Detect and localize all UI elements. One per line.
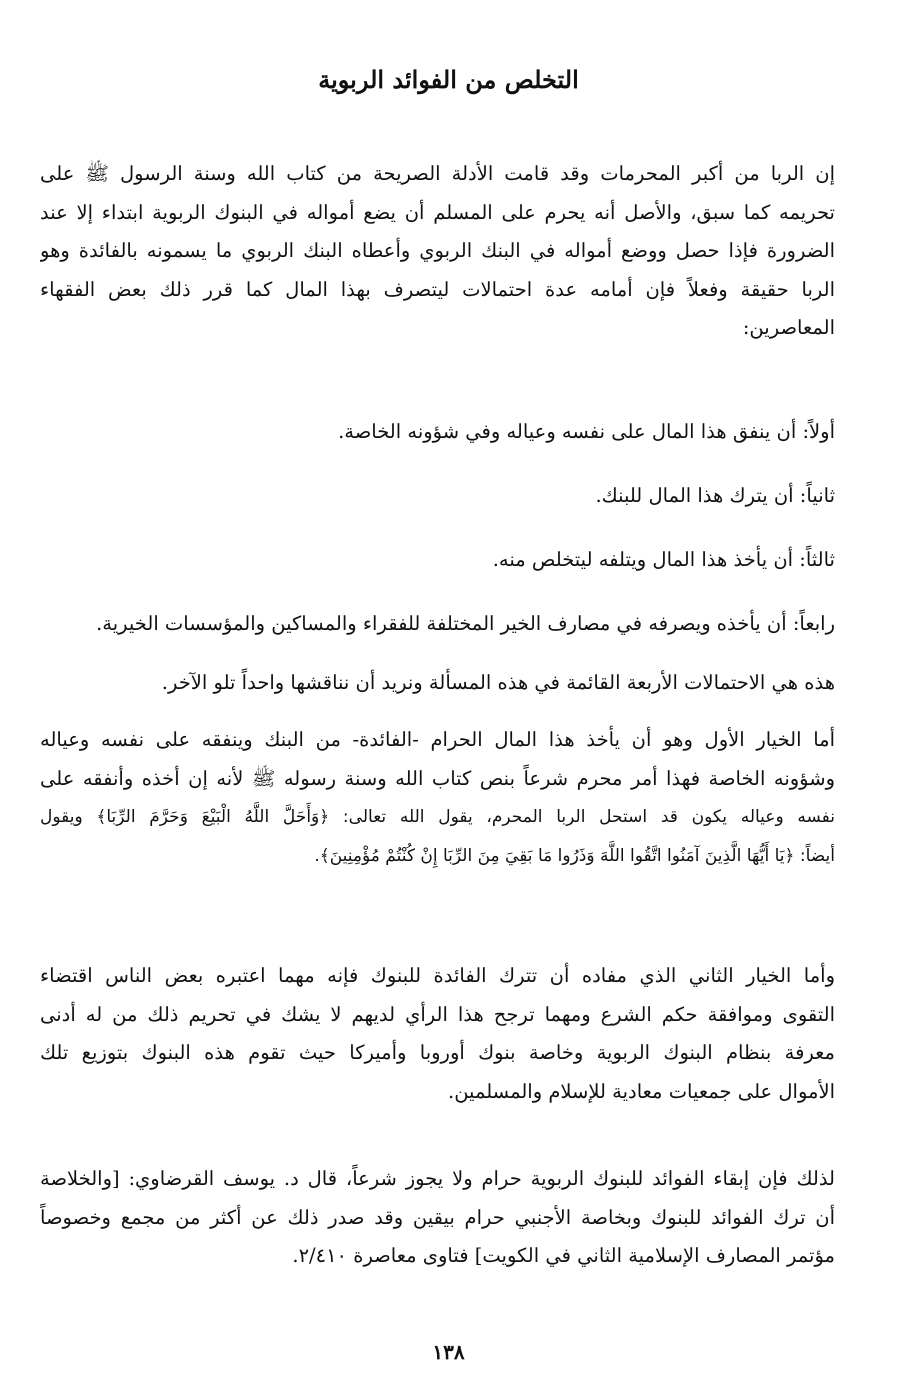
text-line: لذلك فإن إبقاء الفوائد للبنوك الربوية حرام ولا يجوز شرعاً، قال د. يوسف القرضاوي: [والخلاصة xyxy=(40,1167,835,1190)
text-line: ثالثاً: أن يأخذ هذا المال ويتلفه ليتخلص منه. xyxy=(492,548,835,571)
text-line: تحريمه كما سبق، والأصل أنه يحرم على المسلم أن يضع أمواله في البنوك الربوية ابتداء إلا عند xyxy=(40,200,835,224)
quran-verse-line: أيضاً: ﴿يَا أَيُّهَا الَّذِينَ آمَنُوا اتَّقُوا اللَّهَ وَذَرُوا مَا بَقِيَ مِنَ الرِّبَا إِنْ كُنْتُمْ مُؤْمِنِينَ﴾. xyxy=(314,845,835,866)
text-line: رابعاً: أن يأخذه ويصرفه في مصارف الخير المختلفة للفقراء والمساكين والمؤسسات الخيرية. xyxy=(96,612,835,635)
text-line: وشؤونه الخاصة فهذا أمر محرم شرعاً بنص كتاب الله وسنة رسوله ﷺ لأنه إن أخذه وأنفقه على xyxy=(40,766,835,790)
paragraph-options-summary xyxy=(40,664,835,703)
option-first xyxy=(40,413,835,452)
page-title: التخلص من الفوائد الربوية xyxy=(318,65,579,94)
option-second xyxy=(40,477,835,516)
text-line: مؤتمر المصارف الإسلامية الثاني في الكويت] فتاوى معاصرة ٢/٤١٠. xyxy=(292,1244,835,1267)
text-line: أن ترك الفوائد للبنوك وبخاصة الأجنبي حرام بيقين وقد صدر ذلك عن أكثر من مجمع وخصوصاً xyxy=(40,1205,835,1229)
text-line: ثانياً: أن يترك هذا المال للبنك. xyxy=(595,484,835,507)
text-line: الأموال على جمعيات معادية للإسلام والمسلمين. xyxy=(448,1079,835,1103)
text-line: وأما الخيار الثاني الذي مفاده أن تترك الفائدة للبنوك فإنه مهما اعتبره بعض الناس اقتضاء xyxy=(40,964,835,987)
paragraph-intro xyxy=(40,155,835,348)
text-line: أما الخيار الأول وهو أن يأخذ هذا المال الحرام -الفائدة- من البنك وينفقه على نفسه وعياله xyxy=(40,728,835,751)
text-line: هذه هي الاحتمالات الأربعة القائمة في هذه المسألة ونريد أن نناقشها واحداً تلو الآخر. xyxy=(161,671,835,694)
quran-verse-line: نفسه وعياله يكون قد استحل الربا المحرم، يقول الله تعالى: ﴿وَأَحَلَّ اللَّهُ الْبَيْعَ وَحَرَّمَ الرِّبَا﴾ ويقول xyxy=(40,807,835,827)
text-line: أولاً: أن ينفق هذا المال على نفسه وعياله وفي شؤونه الخاصة. xyxy=(338,420,835,443)
text-line: الربا حقيقة وفعلاً فإن أمامه عدة احتمالات ليتصرف بهذا المال كما قرر ذلك بعض الفقهاء xyxy=(40,277,835,301)
paragraph-second-option xyxy=(40,957,835,1111)
text-line: الضرورة فإذا حصل ووضع أمواله في البنك الربوي وأعطاه البنك الربوي ما يسمونه بالفائدة وهو xyxy=(40,239,835,262)
text-line: معرفة بنظام البنوك الربوية وخاصة بنوك أوروبا وأميركا حيث تقوم هذه البنوك بتوزيع تلك xyxy=(40,1041,835,1064)
text-line: التقوى وموافقة حكم الشرع ومهما ترجح هذا الرأي لديهم لا يشك في تحريم ذلك من له أدنى xyxy=(40,1002,835,1026)
text-line: إن الربا من أكبر المحرمات وقد قامت الأدلة الصريحة من كتاب الله وسنة الرسول ﷺ على xyxy=(40,162,835,185)
text-line: المعاصرين: xyxy=(742,316,835,339)
page-number: ١٣٨ xyxy=(432,1340,465,1364)
paragraph-conclusion xyxy=(40,1160,835,1276)
paragraph-first-option xyxy=(40,721,835,875)
option-fourth xyxy=(40,605,835,644)
option-third xyxy=(40,541,835,580)
